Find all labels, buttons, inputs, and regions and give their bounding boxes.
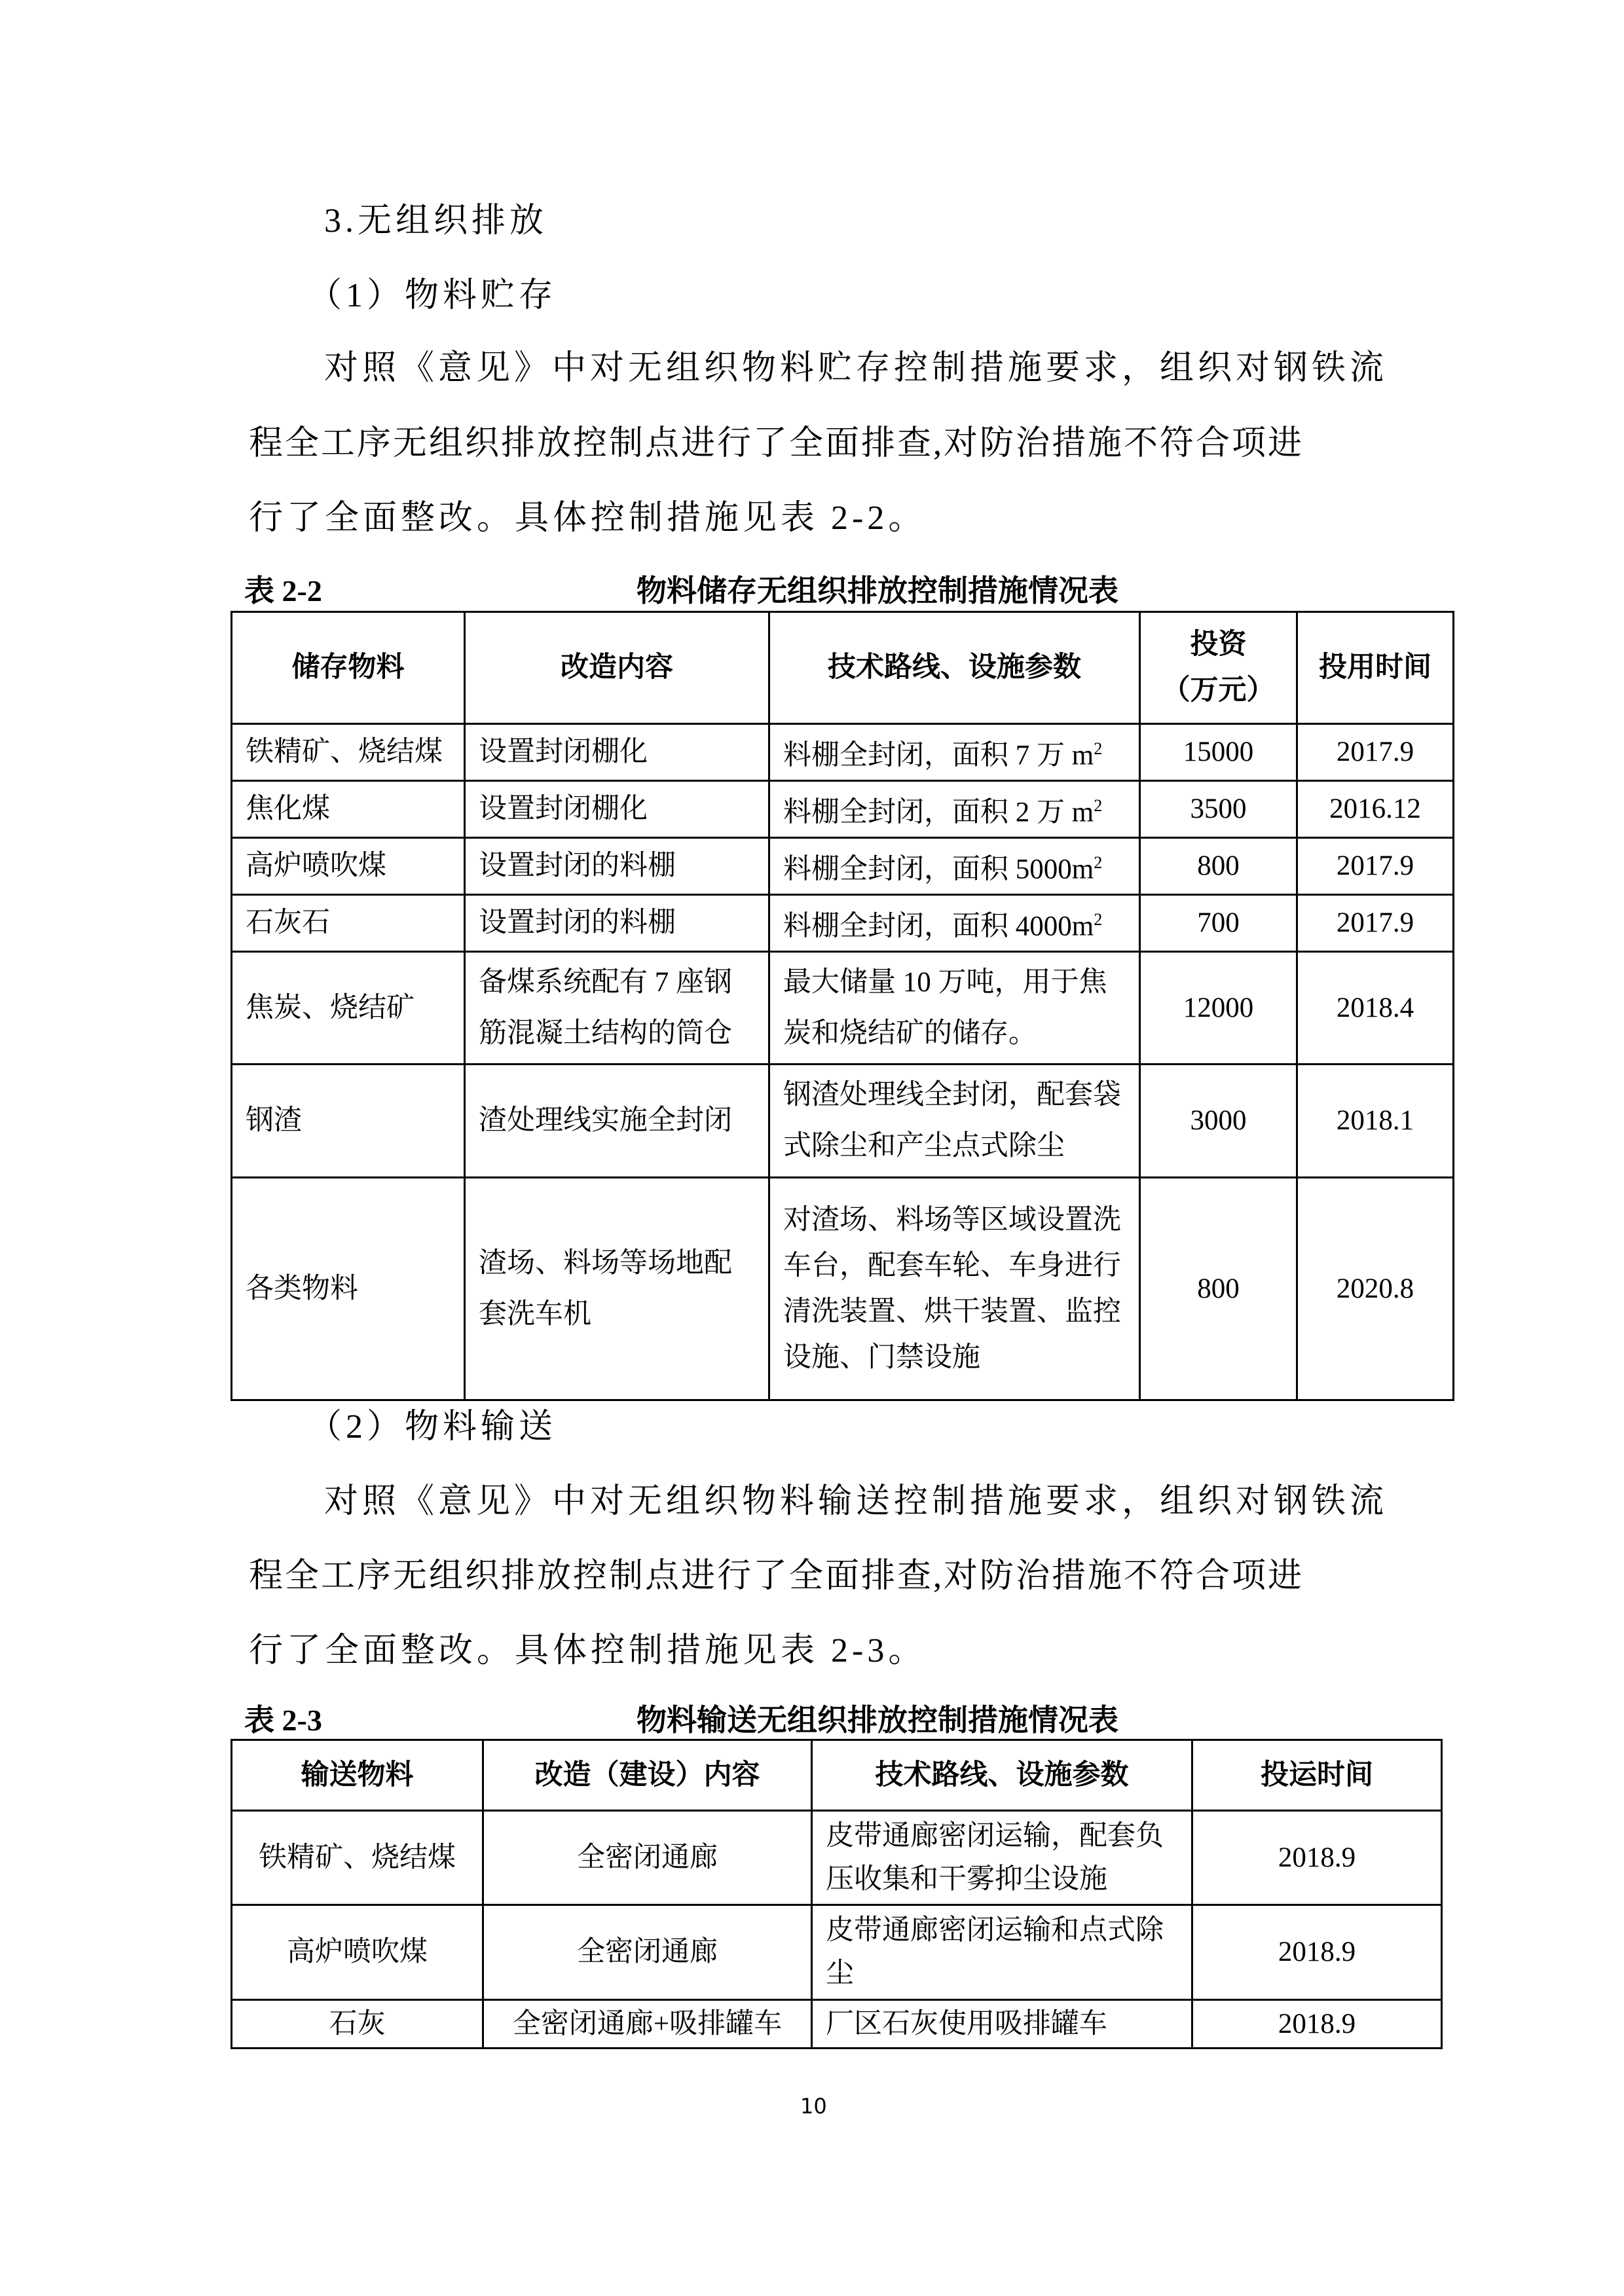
cell-date: 2018.1 [1297,1065,1454,1178]
subsection-heading-storage: （1）物料贮存 [308,277,557,314]
cell-date: 2017.9 [1297,838,1454,895]
cell-material: 铁精矿、烧结煤 [232,724,465,781]
section-heading: 3.无组织排放 [324,202,548,240]
cell-content: 全密闭通廊 [483,1905,812,2000]
table-label: 表 2-3 [244,1704,322,1737]
cell-investment: 3000 [1140,1065,1297,1178]
cell-investment: 12000 [1140,952,1297,1065]
cell-content: 设置封闭棚化 [465,781,769,838]
cell-material: 高炉喷吹煤 [232,1905,483,2000]
cell-material: 石灰 [232,2000,483,2049]
header-cell: 改造内容 [465,612,769,724]
table-title: 物料输送无组织排放控制措施情况表 [637,1704,1118,1737]
header-cell: 改造（建设）内容 [483,1740,812,1811]
superscript: 2 [1094,795,1103,815]
table-header-row [232,612,1454,724]
cell-tech [769,895,1140,952]
cell-material: 焦化煤 [232,781,465,838]
header-investment-unit: （万元） [1162,675,1275,706]
table-row [232,724,1454,781]
cell-tech: 最大储量 10 万吨，用于焦炭和烧结矿的储存。 [769,952,1140,1065]
cell-tech [769,838,1140,895]
cell-content: 渣场、料场等场地配套洗车机 [465,1178,769,1400]
table-row [232,1178,1454,1400]
tech-text: 料棚全封闭，面积 7 万 m [783,740,1094,771]
cell-investment: 700 [1140,895,1297,952]
cell-material: 高炉喷吹煤 [232,838,465,895]
cell-tech: 对渣场、料场等区域设置洗车台，配套车轮、车身进行清洗装置、烘干装置、监控设施、门禁设施 [769,1178,1140,1400]
paragraph-line: 行了全面整改。具体控制措施见表 2-2。 [249,500,927,537]
cell-material: 石灰石 [232,895,465,952]
table-2-3 [231,1739,1443,2049]
cell-investment: 800 [1140,1178,1297,1400]
header-cell: 技术路线、设施参数 [812,1740,1192,1811]
cell-content: 备煤系统配有 7 座钢筋混凝土结构的筒仓 [465,952,769,1065]
page-number: 10 [800,2094,827,2119]
table-row [232,895,1454,952]
table-row [232,1065,1454,1178]
superscript: 2 [1094,852,1103,872]
cell-material: 钢渣 [232,1065,465,1178]
tech-text: 料棚全封闭，面积 2 万 m [783,797,1094,828]
superscript: 2 [1094,909,1103,929]
cell-content: 渣处理线实施全封闭 [465,1065,769,1178]
table-row [232,781,1454,838]
cell-content: 全密闭通廊+吸排罐车 [483,2000,812,2049]
table-row [232,838,1454,895]
cell-material: 焦炭、烧结矿 [232,952,465,1065]
cell-date: 2020.8 [1297,1178,1454,1400]
cell-date: 2018.9 [1192,1811,1442,1905]
cell-tech: 皮带通廊密闭运输和点式除尘 [812,1905,1192,2000]
table-header-row [232,1740,1442,1811]
header-investment: 投资 [1190,629,1247,660]
cell-content: 设置封闭的料棚 [465,895,769,952]
header-cell: 输送物料 [232,1740,483,1811]
table-label: 表 2-2 [244,574,322,608]
cell-tech: 厂区石灰使用吸排罐车 [812,2000,1192,2049]
paragraph-line: 对照《意见》中对无组织物料输送控制措施要求，组织对钢铁流 [324,1483,1388,1520]
tech-text: 料棚全封闭，面积 4000m [783,911,1094,942]
cell-date: 2017.9 [1297,895,1454,952]
cell-tech: 皮带通廊密闭运输，配套负压收集和干雾抑尘设施 [812,1811,1192,1905]
header-cell: 技术路线、设施参数 [769,612,1140,724]
header-cell [1140,612,1297,724]
cell-content: 设置封闭棚化 [465,724,769,781]
cell-content: 设置封闭的料棚 [465,838,769,895]
cell-investment: 800 [1140,838,1297,895]
cell-tech [769,724,1140,781]
cell-material: 各类物料 [232,1178,465,1400]
table-title: 物料储存无组织排放控制措施情况表 [637,574,1118,608]
table-row [232,952,1454,1065]
cell-date: 2018.4 [1297,952,1454,1065]
paragraph-line: 程全工序无组织排放控制点进行了全面排查,对防治措施不符合项进 [249,425,1304,462]
tech-text: 料棚全封闭，面积 5000m [783,854,1094,885]
header-cell: 投用时间 [1297,612,1454,724]
paragraph-line: 对照《意见》中对无组织物料贮存控制措施要求，组织对钢铁流 [324,350,1388,387]
cell-tech: 钢渣处理线全封闭，配套袋式除尘和产尘点式除尘 [769,1065,1140,1178]
paragraph-line: 程全工序无组织排放控制点进行了全面排查,对防治措施不符合项进 [249,1558,1304,1595]
paragraph-line: 行了全面整改。具体控制措施见表 2-3。 [249,1632,927,1669]
header-cell: 投运时间 [1192,1740,1442,1811]
table-row [232,2000,1442,2049]
cell-investment: 15000 [1140,724,1297,781]
cell-date: 2018.9 [1192,2000,1442,2049]
header-cell: 储存物料 [232,612,465,724]
cell-material: 铁精矿、烧结煤 [232,1811,483,1905]
subsection-heading-conveying: （2）物料输送 [308,1408,557,1446]
cell-date: 2016.12 [1297,781,1454,838]
cell-date: 2018.9 [1192,1905,1442,2000]
table-row [232,1811,1442,1905]
cell-date: 2017.9 [1297,724,1454,781]
cell-investment: 3500 [1140,781,1297,838]
cell-tech [769,781,1140,838]
superscript: 2 [1094,738,1103,758]
table-2-2 [231,611,1454,1401]
table-row [232,1905,1442,2000]
cell-content: 全密闭通廊 [483,1811,812,1905]
